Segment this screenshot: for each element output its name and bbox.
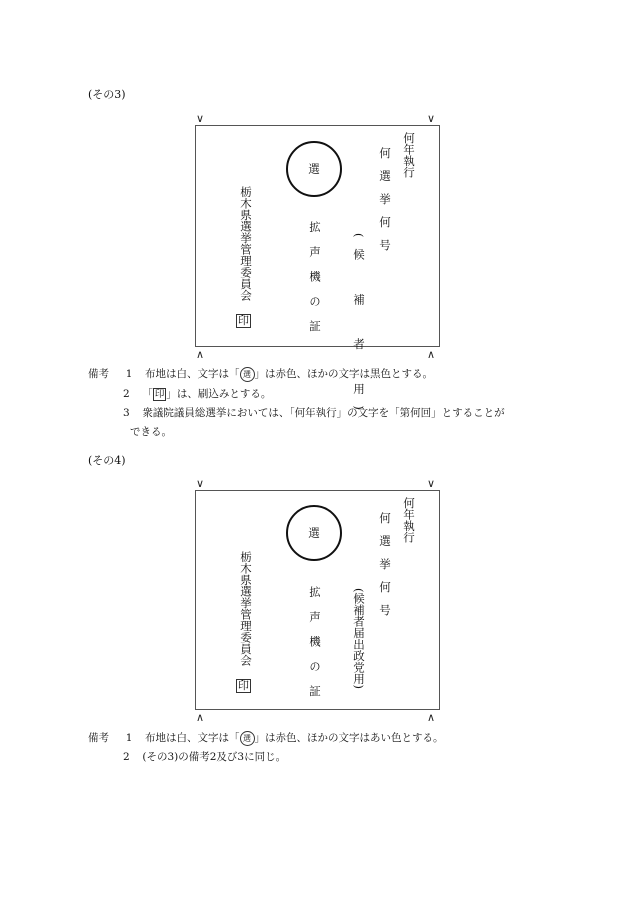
election-circle-text: 選 [308, 526, 320, 540]
loudspeaker-text: 拡声機の証 [308, 221, 322, 345]
committee-text: 栃木県選挙管理委員会 [239, 186, 253, 301]
section4-title: (その4) [88, 454, 126, 467]
section3-title: (その3) [88, 88, 126, 101]
corner-mark-top-right: ∨ [427, 477, 436, 490]
section3-note2: 2 「 印 」は、刷込みとする。 [123, 388, 272, 400]
year-text: 何年執行 [402, 132, 416, 178]
notes-heading: 備考 [88, 732, 109, 744]
seal-box: 印 [238, 314, 249, 327]
corner-mark-bottom-left: ∧ [196, 711, 205, 724]
corner-mark-top-left: ∨ [196, 112, 205, 125]
election-circle-mark [286, 505, 342, 561]
corner-mark-bottom-left: ∧ [196, 348, 205, 361]
loudspeaker-text: 拡声機の証 [308, 586, 322, 710]
section3-note3-cont: できる。 [130, 426, 172, 438]
section4-note2: 2 (その3)の備考2及び3に同じ。 [123, 751, 287, 763]
red-election-symbol: 選 [240, 367, 255, 382]
red-election-symbol: 選 [240, 731, 255, 746]
section4-note1: 備考 1 布地は白、文字は「 選 」は赤色、ほかの文字はあい色とする。 [88, 732, 444, 744]
election-circle-text: 選 [308, 162, 320, 176]
notes-heading: 備考 [88, 368, 109, 380]
seal-box: 印 [238, 679, 249, 692]
corner-mark-top-right: ∨ [427, 112, 436, 125]
seal-symbol: 印 [154, 388, 165, 400]
candidate-text: (候 補 者 用) [352, 233, 366, 421]
corner-mark-top-left: ∨ [196, 477, 205, 490]
loudspeaker-card-section4 [195, 490, 440, 710]
corner-mark-bottom-right: ∧ [427, 711, 436, 724]
candidate-text: (候補者届出政党用) [352, 588, 366, 689]
section3-note3: 3 衆議院議員総選挙においては、「何年執行」の文字を「第何回」とすることが [123, 407, 505, 419]
election-text: 何 選 挙 何 号 [378, 512, 392, 616]
corner-mark-bottom-right: ∧ [427, 348, 436, 361]
year-text: 何年執行 [402, 497, 416, 543]
election-circle-mark [286, 141, 342, 197]
section3-note1: 備考 1 布地は白、文字は「 選 」は赤色、ほかの文字は黒色とする。 [88, 368, 434, 380]
committee-text: 栃木県選挙管理委員会 [239, 551, 253, 666]
election-text: 何 選 挙 何 号 [378, 147, 392, 251]
